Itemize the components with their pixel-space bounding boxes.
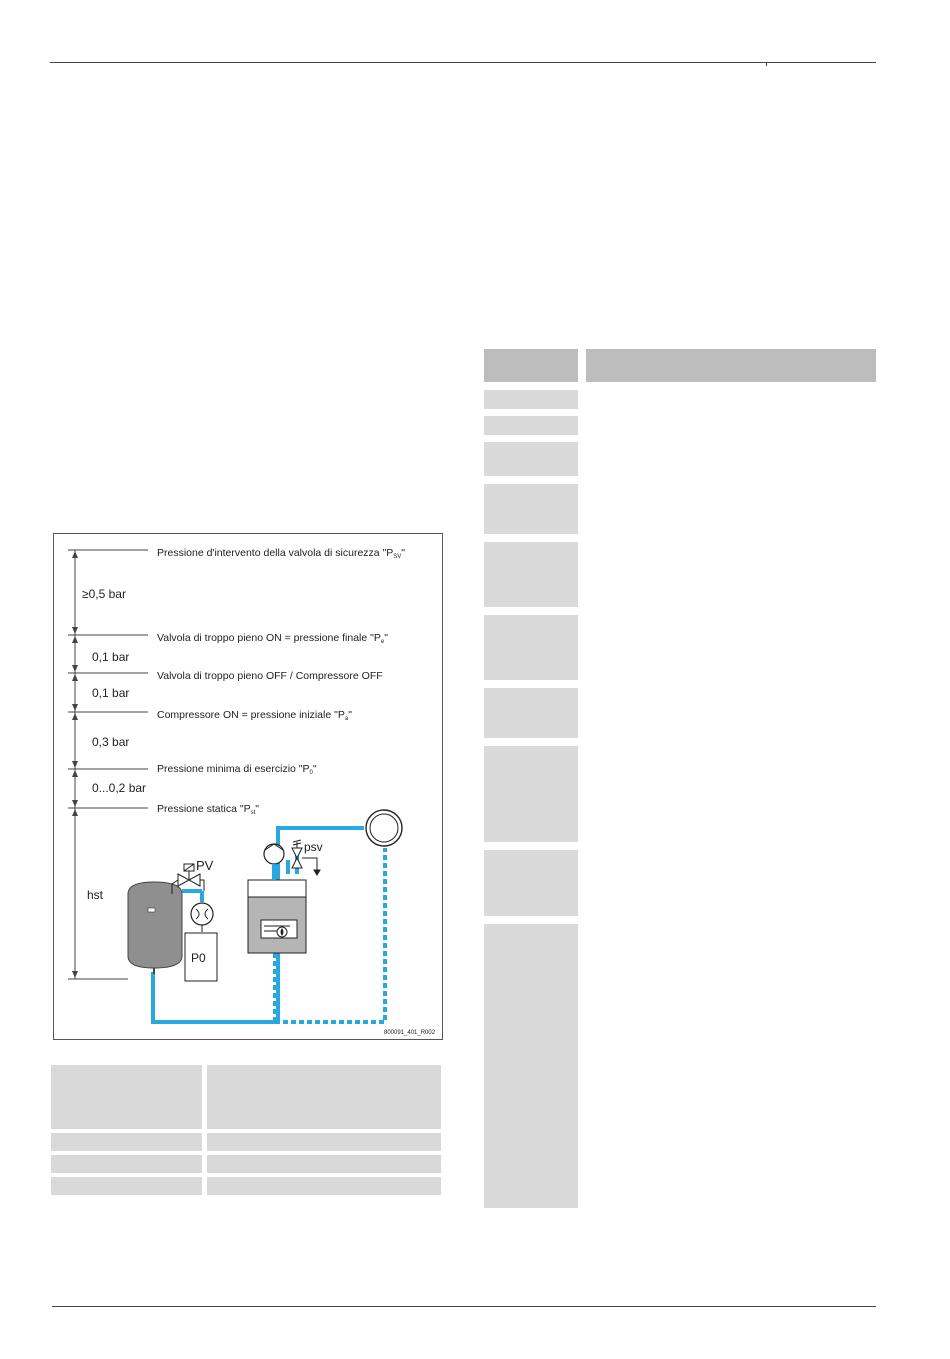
interval-label: 0,3 bar [92, 735, 130, 749]
height-label: hst [87, 888, 104, 902]
interval-label: ≥0,5 bar [82, 587, 126, 601]
interval-label: 0,1 bar [92, 650, 130, 664]
footer-rule [52, 1306, 876, 1307]
right-table-cell [484, 746, 578, 842]
header-rule [50, 62, 876, 63]
left-table-cell [51, 1133, 202, 1151]
right-table-cell [484, 688, 578, 738]
compressor-icon [191, 903, 213, 925]
pump-icon [264, 844, 284, 864]
left-table-header-col1 [51, 1065, 202, 1129]
level-label-p0: Pressione minima di esercizio "P0" [157, 763, 317, 776]
right-table-cell [484, 442, 578, 476]
consumer-inner-circle [370, 814, 398, 842]
figure-code: 800091_401_R002 [384, 1030, 436, 1036]
right-table-cell [484, 615, 578, 680]
level-label-pe: Valvola di troppo pieno ON = pressione finale "Pe" [157, 632, 388, 645]
level-label-psv: Pressione d'intervento della valvola di sicurezza "PSV" [157, 547, 406, 560]
pressure-diagram [53, 533, 443, 1040]
expansion-vessel [128, 882, 182, 968]
right-table-header-col2 [586, 349, 876, 382]
pressure-diagram-svg [54, 534, 442, 1039]
left-table-cell [207, 1155, 441, 1173]
right-table-cell [484, 924, 578, 1208]
p0-label: P0 [191, 951, 206, 965]
right-table-cell [484, 416, 578, 435]
level-label-off: Valvola di troppo pieno OFF / Compressore OFF [157, 670, 383, 682]
interval-label: 0...0,2 bar [92, 781, 147, 795]
left-table-header-col2 [207, 1065, 441, 1129]
interval-label: 0,1 bar [92, 686, 130, 700]
header-tick [766, 62, 767, 66]
left-table-cell [51, 1177, 202, 1195]
right-table-header-col1 [484, 349, 578, 382]
left-table-cell [207, 1177, 441, 1195]
right-table-cell [484, 390, 578, 409]
vessel-label-plate [148, 908, 155, 912]
level-label-pst: Pressione statica "Pst" [157, 803, 260, 816]
left-table-cell [51, 1155, 202, 1173]
right-table-cell [484, 850, 578, 916]
left-table-cell [207, 1133, 441, 1151]
right-table-cell [484, 542, 578, 607]
right-table-cell [484, 484, 578, 534]
burner-icon [261, 920, 297, 938]
pv-label: PV [196, 858, 214, 873]
level-label-pa: Compressore ON = pressione iniziale "Pa" [157, 709, 352, 722]
psv-label: psv [304, 840, 323, 854]
